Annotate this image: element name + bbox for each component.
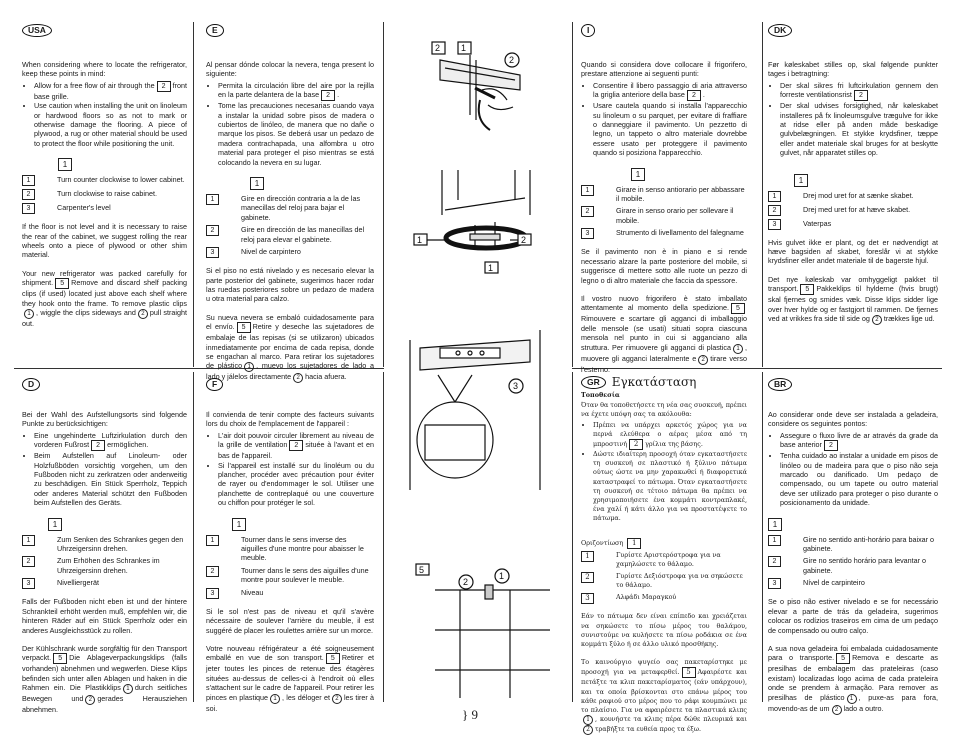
leveling-steps [768, 191, 938, 230]
figure-callout: 1 [499, 571, 505, 581]
it-section [581, 24, 747, 383]
fr-section [206, 378, 374, 722]
level-paragraph: Se il pavimento non è in piano e si rende necessario alzare la parte posteriore del mobile, si suggerisce di mettere sotto alle ruote un pezzo di legno o di altro materiale che faccia da spessore. [581, 247, 747, 285]
usa-section [22, 24, 187, 338]
language-badge: BR [768, 378, 792, 391]
leveling-steps [206, 535, 374, 599]
step-item: 2 Γυρίστε Δεξιόστροφα για να σηκώσετε το θάλαμο. [581, 572, 747, 590]
column-divider [572, 372, 573, 702]
grille-figure [432, 42, 520, 130]
packing-paragraph: Su nueva nevera se embaló cuidadosamente para el envío. 5 Retire y deseche las sujetadores de embalaje de las repisas (si se utilizaron) ubicados inmediatamente por encima de cada repisa, donde se engachan al marco. Para retirar los sujetadores de plástico 1 , muevo los sujetadores de lado a lado y jálelos directamente 2 hacia afuera. [206, 312, 374, 382]
level-paragraph: Εάν το πάτωμα δεν είναι επίπεδο και χρειάζεται να σηκώσετε το πίσω μέρος του θαλάμου, συνιστούμε να κυλήσετε τα πίσω ροδάκια σε ένα κομμάτι ξύλο ή σε άλλο υλικό προσθήκης. [581, 612, 747, 649]
bullet-item: • Consentire il libero passaggio di aria attraverso la griglia anteriore della base 2 . [593, 81, 747, 101]
step-item: 1 Zum Senken des Schrankes gegen den Uhrzeigersinn drehen. [22, 535, 187, 554]
figure-label: 1 [627, 538, 641, 549]
figure-label: 1 [794, 174, 808, 187]
step-item: 3 Nivelliergerät [22, 578, 187, 589]
language-badge: USA [22, 24, 52, 37]
column-divider [762, 22, 763, 367]
language-badge: GR [581, 376, 606, 389]
page-number: } 9 [462, 707, 478, 722]
figure-label: 1 [250, 177, 264, 190]
leveling-steps [581, 185, 747, 240]
bullet-item: • Si l'appareil est installé sur du linoléum ou du plancher, procéder avec précaution pour éviter de rayer ou d'endommager le sol. Utiliser une planchette de contreplaqué ou une couverture ou chiffon pour protéger le sol. [218, 461, 374, 508]
leveling-steps [581, 551, 747, 605]
column-divider [383, 22, 384, 367]
step-item: 3 Strumento di livellamento del falegname [581, 228, 747, 239]
section-title: Εγκατάσταση [611, 374, 697, 389]
bullet-item: • Der skal udvises forsigtighed, når køleskabet installeres på fx linoleumsgulve trægulve for ikke at ridse eller på anden måde beskadige gulvbelægningen. Et stykke krydsfiner, tæppe eller andet materiale skal bruges for at beskytte gulvet, når apparatet stilles op. [780, 101, 938, 157]
step-item: 1 Gire no sentido anti-horário para baixar o gabinete. [768, 535, 938, 554]
bullet-item: • Der skal sikres fri luftcirkulation gennem den forreste ventilationsrist 2 [780, 81, 938, 101]
column-divider [193, 372, 194, 702]
step-item: 1 Gire en dirección contraria a la de las manecillas del reloj para bajar el gabinete. [206, 194, 374, 222]
leveling-steps [768, 535, 938, 590]
shelf-clip-figure [416, 564, 550, 698]
figure-callout: 1 [488, 263, 494, 273]
step-item: 2 Zum Erhöhen des Schrankes im Uhrzeigersinn drehen. [22, 556, 187, 575]
figure-label: 1 [631, 168, 645, 181]
br-section [768, 378, 938, 724]
intro-text: Før køleskabet stilles op, skal følgende punkter tages i betragtning: [768, 60, 938, 79]
column-divider [193, 22, 194, 367]
step-item: 2 Gire no sentido horário para levantar o gabinete. [768, 556, 938, 575]
step-item: 2 Girare in senso orario per sollevare il mobile. [581, 206, 747, 225]
installation-illustrations [400, 30, 560, 700]
packing-paragraph: Votre nouveau réfrigérateur a été soigneusement emballé en vue de son transport. 5 Retirer et jeter toutes les pinces de retenue des étagères situées au-dessus de celles-ci à l'endroit où elles s'attachent sur le cadre de l'appareil. Pour retirer les pinces en plastique 1 , les déloger et 2 les tirer à soi. [206, 643, 374, 713]
step-item: 3 Αλφάδι Μαραγκού [581, 593, 747, 604]
intro-text: Quando si considera dove collocare il frigorifero, prestare attenzione ai seguenti punti: [581, 60, 747, 79]
bullet-item: • Tome las precauciones necesarias cuando vaya a instalar la unidad sobre pisos de madera o cubiertos de linóleo, de manera que no dañe o marque los pisos. Se deberá usar un pedazo de madera contrachapada, una alfombra u otro material para proteger el piso mientras se está colocando la nevera en su lugar. [218, 101, 374, 167]
step-item: 3 Nivel de carpintero [206, 247, 374, 258]
column-divider [383, 372, 384, 702]
step-item: 3 Vaterpas [768, 219, 938, 230]
leveling-figure [414, 170, 531, 273]
figure-callout: 2 [509, 55, 515, 65]
intro-text: Bei der Wahl des Aufstellungsorts sind folgende Punkte zu berücksichtigen: [22, 410, 187, 429]
column-divider [572, 22, 573, 367]
figure-label: 1 [232, 518, 246, 531]
column-divider [762, 372, 763, 702]
bullet-item: • Use caution when installing the unit on linoleum or hardwood floors so as not to mark or otherwise damage the flooring. A piece of plywood, a rug or other material should be used to protect the floor while positioning the unit. [34, 101, 187, 148]
step-item: 2 Drej med uret for at hæve skabet. [768, 205, 938, 216]
step-item: 1 Girare in senso antiorario per abbassare il mobile. [581, 185, 747, 204]
level-paragraph: If the floor is not level and it is necessary to raise the rear of the cabinet, we suggest rolling the rear wheels onto a piece of plywood or other shim material. [22, 222, 187, 260]
figure-callout: 2 [435, 43, 441, 53]
es-section [206, 24, 374, 392]
bullet-item: • Eine ungehinderte Luftzirkulation durch den vorderen Fußrost 2 ermöglichen. [34, 431, 187, 451]
step-item: 3 Nível de carpinteiro [768, 578, 938, 589]
level-paragraph: Hvis gulvet ikke er plant, og det er nødvendigt at hæve bagsiden af skabet, foreslår vi at stykke krydsfiner eller andet materiale til de bagerste hjul. [768, 237, 938, 266]
language-badge: D [22, 378, 40, 391]
intro-text: When considering where to locate the refrigerator, keep these points in mind: [22, 60, 187, 79]
intro-text: Al pensar dónde colocar la nevera, tenga present lo siguiente: [206, 60, 374, 79]
packing-paragraph: A sua nova geladeira foi embalada cuidadosamente para o transporte. 5 Remova e descarte as presilhas de embalagem das prateleiras (caso existam) localizadas logo acima de cada prateleira onde se prendem à armação. Para remover as presilhas de plástico 1 , puxe-as para fora, movendo-as de um 2 lado a outro. [768, 643, 939, 713]
figure-label: 1 [58, 158, 72, 171]
bullet-item: • Allow for a free flow of air through the 2 front base grille. [34, 81, 187, 101]
language-badge: I [581, 24, 595, 37]
level-paragraph: Se o piso não estiver nivelado e se for necessário elevar a parte de trás da geladeira, sugerimos colocar os rodízios traseiros em cima de um pedaço de compensado ou outro calço. [768, 597, 938, 635]
packing-paragraph: Det nye køleskab var omhyggeligt pakket til transport. 5 Pakkeklips til hylderne (hvis brugt) skal fjernes og smides væk. Disse klips sidder lige over hver hylde og er fastgjort til rammen. De fjernes ved at vrikkes fra side til side og 2 trækkes lige ud. [768, 274, 938, 324]
bullet-item: • Assegure o fluxo livre de ar através da grade da base anterior 2 [780, 431, 938, 451]
packing-paragraph: Your new refrigerator was packed carefully for shipment. 5 Remove and discard shelf packing clips (if used) located just above each shelf where they hook onto the frame. To remove plastic clips1 , wiggle the clips sideways and 2 pull straight out. [22, 268, 188, 329]
figure-callout: 3 [513, 381, 519, 391]
bullet-item: • Δώστε ιδιαίτερη προσοχή όταν εγκαταστήσετε τη συσκευή σε πλαστικό ή ξύλινο πάτωμα ούτως ώστε να μην χαρακωθεί ή διαφορετικά καταστραφεί το πάτωμα. Όταν εγκαταστήσετε τη συσκευή σε τέτοιο πάτωμα θα πρέπει να χρησιμοποιήσετε ένα κομμάτι κοντραπλακέ, ένα χαλί ή κάτι άλλο για να προστατέψετε το πάτωμα. [593, 450, 747, 524]
leveling-steps [22, 535, 187, 590]
bullet-item: • Πρέπει να υπάρχει αρκετός χώρος για να περνά ελεύθερα ο αέρας μέσα από τη μπροστινή 2 γρίλια της βάσης. [593, 421, 747, 450]
bullet-item: • Tenha cuidado ao instalar a unidade em pisos de linóleo ou de madeira para que o piso não seja marcado ou danificado. Um pedaço de compensado, ou um tapete ou outro material deve ser utilizado para proteger o piso durante o posicionamento da unidade. [780, 451, 938, 507]
step-item: 2 Tourner dans le sens des aiguilles d'une montre pour soulever le meuble. [206, 566, 374, 585]
subtitle: Τοποθεσία [581, 391, 620, 399]
intro-text: Όταν θα τοποθετήσετε τη νέα σας συσκευή, πρέπει να έχετε υπόψη σας τα ακόλουθα: [581, 401, 748, 419]
figure-callout: 2 [463, 577, 469, 587]
bullet-item: • Beim Aufstellen auf Linoleum- oder Holzfußböden vorsichtig vorgehen, um den Fußboden nicht zu zerkratzen oder anderweitig zu beschädigen. Ein Stück Sperrholz, Teppich oder anderes Material schützt den Fußboden beim Aufstellen des Geräts. [34, 451, 187, 507]
step-item: 1 Drej mod uret for at sænke skabet. [768, 191, 938, 202]
packing-paragraph: Il vostro nuovo frigorifero è stato imballato attentamente al momento della spedizione. 5Rimouvere e scartare gli agganci di imballaggio delle mensole (se usati) situati sopra ciascuna mensola nel punto in cui si agganciano alla struttura. Per rimuovere gli agganci di plastica 1 , muovere gli agganci lateralmente e 2 tirare verso l'esterno. [581, 293, 748, 374]
language-badge: E [206, 24, 224, 37]
figure-label: 1 [768, 518, 782, 531]
step-item: 1 Turn counter clockwise to lower cabinet. [22, 175, 187, 186]
figure-callout: 1 [461, 43, 467, 53]
bullet-item: • Permita la circulación libre del aire por la rejilla en la parte delantera de la base 2 . [218, 81, 374, 101]
figure-callout: 5 [419, 565, 425, 575]
intro-text: Il convienda de tenir compte des facteurs suivants lors du choix de l'emplacement de l'appareil : [206, 410, 374, 429]
level-heading: Οριζοντίωση [581, 538, 624, 547]
language-badge: DK [768, 24, 792, 37]
de-section [22, 378, 187, 724]
dk-section [768, 24, 938, 334]
packing-paragraph: Το καινούργιο ψυγείο σας πακεταρίστηκε με προσοχή για να μεταφερθεί. 5 Αφαιρέστε και πετάξτε τα κλιπ πακεταρίσματος (εάν υπάρχουν), και τα οποία βρίσκονται στο επάνω μέρος του κάθε ραφιού στο μέρος που το ράφι κουμπώνει με το πλαίσιο. Για να αφαιρέσετε τα πλαστικά κλιπς1 , κουνήστε τα κλιπς πέρα δώθε πλευρικά και2 τραβήξτε τα ευθεία προς τα έξω. [581, 658, 747, 734]
step-item: 3 Niveau [206, 588, 374, 599]
step-item: 2 Turn clockwise to raise cabinet. [22, 189, 187, 200]
figure-callout: 1 [417, 235, 423, 245]
bullet-item: • L'air doit pouvoir circuler librement au niveau de la grille de ventilation 2 située à l'avant et en bas de l'appareil. [218, 431, 374, 461]
level-paragraph: Si le sol n'est pas de niveau et qu'il s'avère nécessaire de soulever l'arrière du meuble, il est suggéré de placer les roulettes arrière sur un morce. [206, 606, 374, 635]
step-item: 1 Γυρίστε Αριστερόστροφα για να χαμηλώσετε το θάλαμο. [581, 551, 747, 569]
step-item: 2 Gire en dirección de las manecillas del reloj para elevar el gabinete. [206, 225, 374, 244]
gr-section [581, 376, 747, 744]
intro-text: Ao considerar onde deve ser instalada a geladeira, considere os seguintes pontos: [768, 410, 938, 429]
bullet-item: • Usare cautela quando si installa l'apparecchio su linoleum o su parquet, per evitare di fraffiare o danneggiare il pavimento. Un pezzetto di legno, un tappeto o altro materiale dovrebbe essere usato per proteggere il pavimento quando si posiziona l'apparecchio. [593, 101, 747, 157]
step-item: 3 Carpenter's level [22, 203, 187, 214]
language-badge: F [206, 378, 223, 391]
level-paragraph: Si el piso no está nivelado y es necesario elevar la parte posterior del gabinete, sugerimos hacer rodar las ruedas posteriores sobre un pedazo de madera u otra material para calzo. [206, 266, 374, 304]
figure-label: 1 [48, 518, 62, 531]
figure-callout: 2 [521, 235, 527, 245]
level-paragraph: Falls der Fußboden nicht eben ist und der hintere Schrankteil erhöht werden muß, empfehlen wir, die hinteren Räder auf ein Stück Sperrholz oder ein anderes Ausgleichsstück zu rollen. [22, 597, 187, 635]
leveling-steps [22, 175, 187, 214]
carpenter-level-figure [410, 330, 540, 490]
step-item: 1 Tourner dans le sens inverse des aiguilles d'une montre pour abaisser le meuble. [206, 535, 374, 563]
packing-paragraph: Der Kühlschrank wurde sorgfältig für den Transport verpackt. 5 Die Ablageverpackungsklips (falls vorhanden) abnehmen und wegwerfen. Diese Klips befinden sich unter allen Ablagen und haken in die Rahmen ein. Die Plastikklips 1 durch seitliches Bewegen und 2 gerades Herausziehen abnehmen. [22, 643, 187, 715]
leveling-steps [206, 194, 374, 258]
